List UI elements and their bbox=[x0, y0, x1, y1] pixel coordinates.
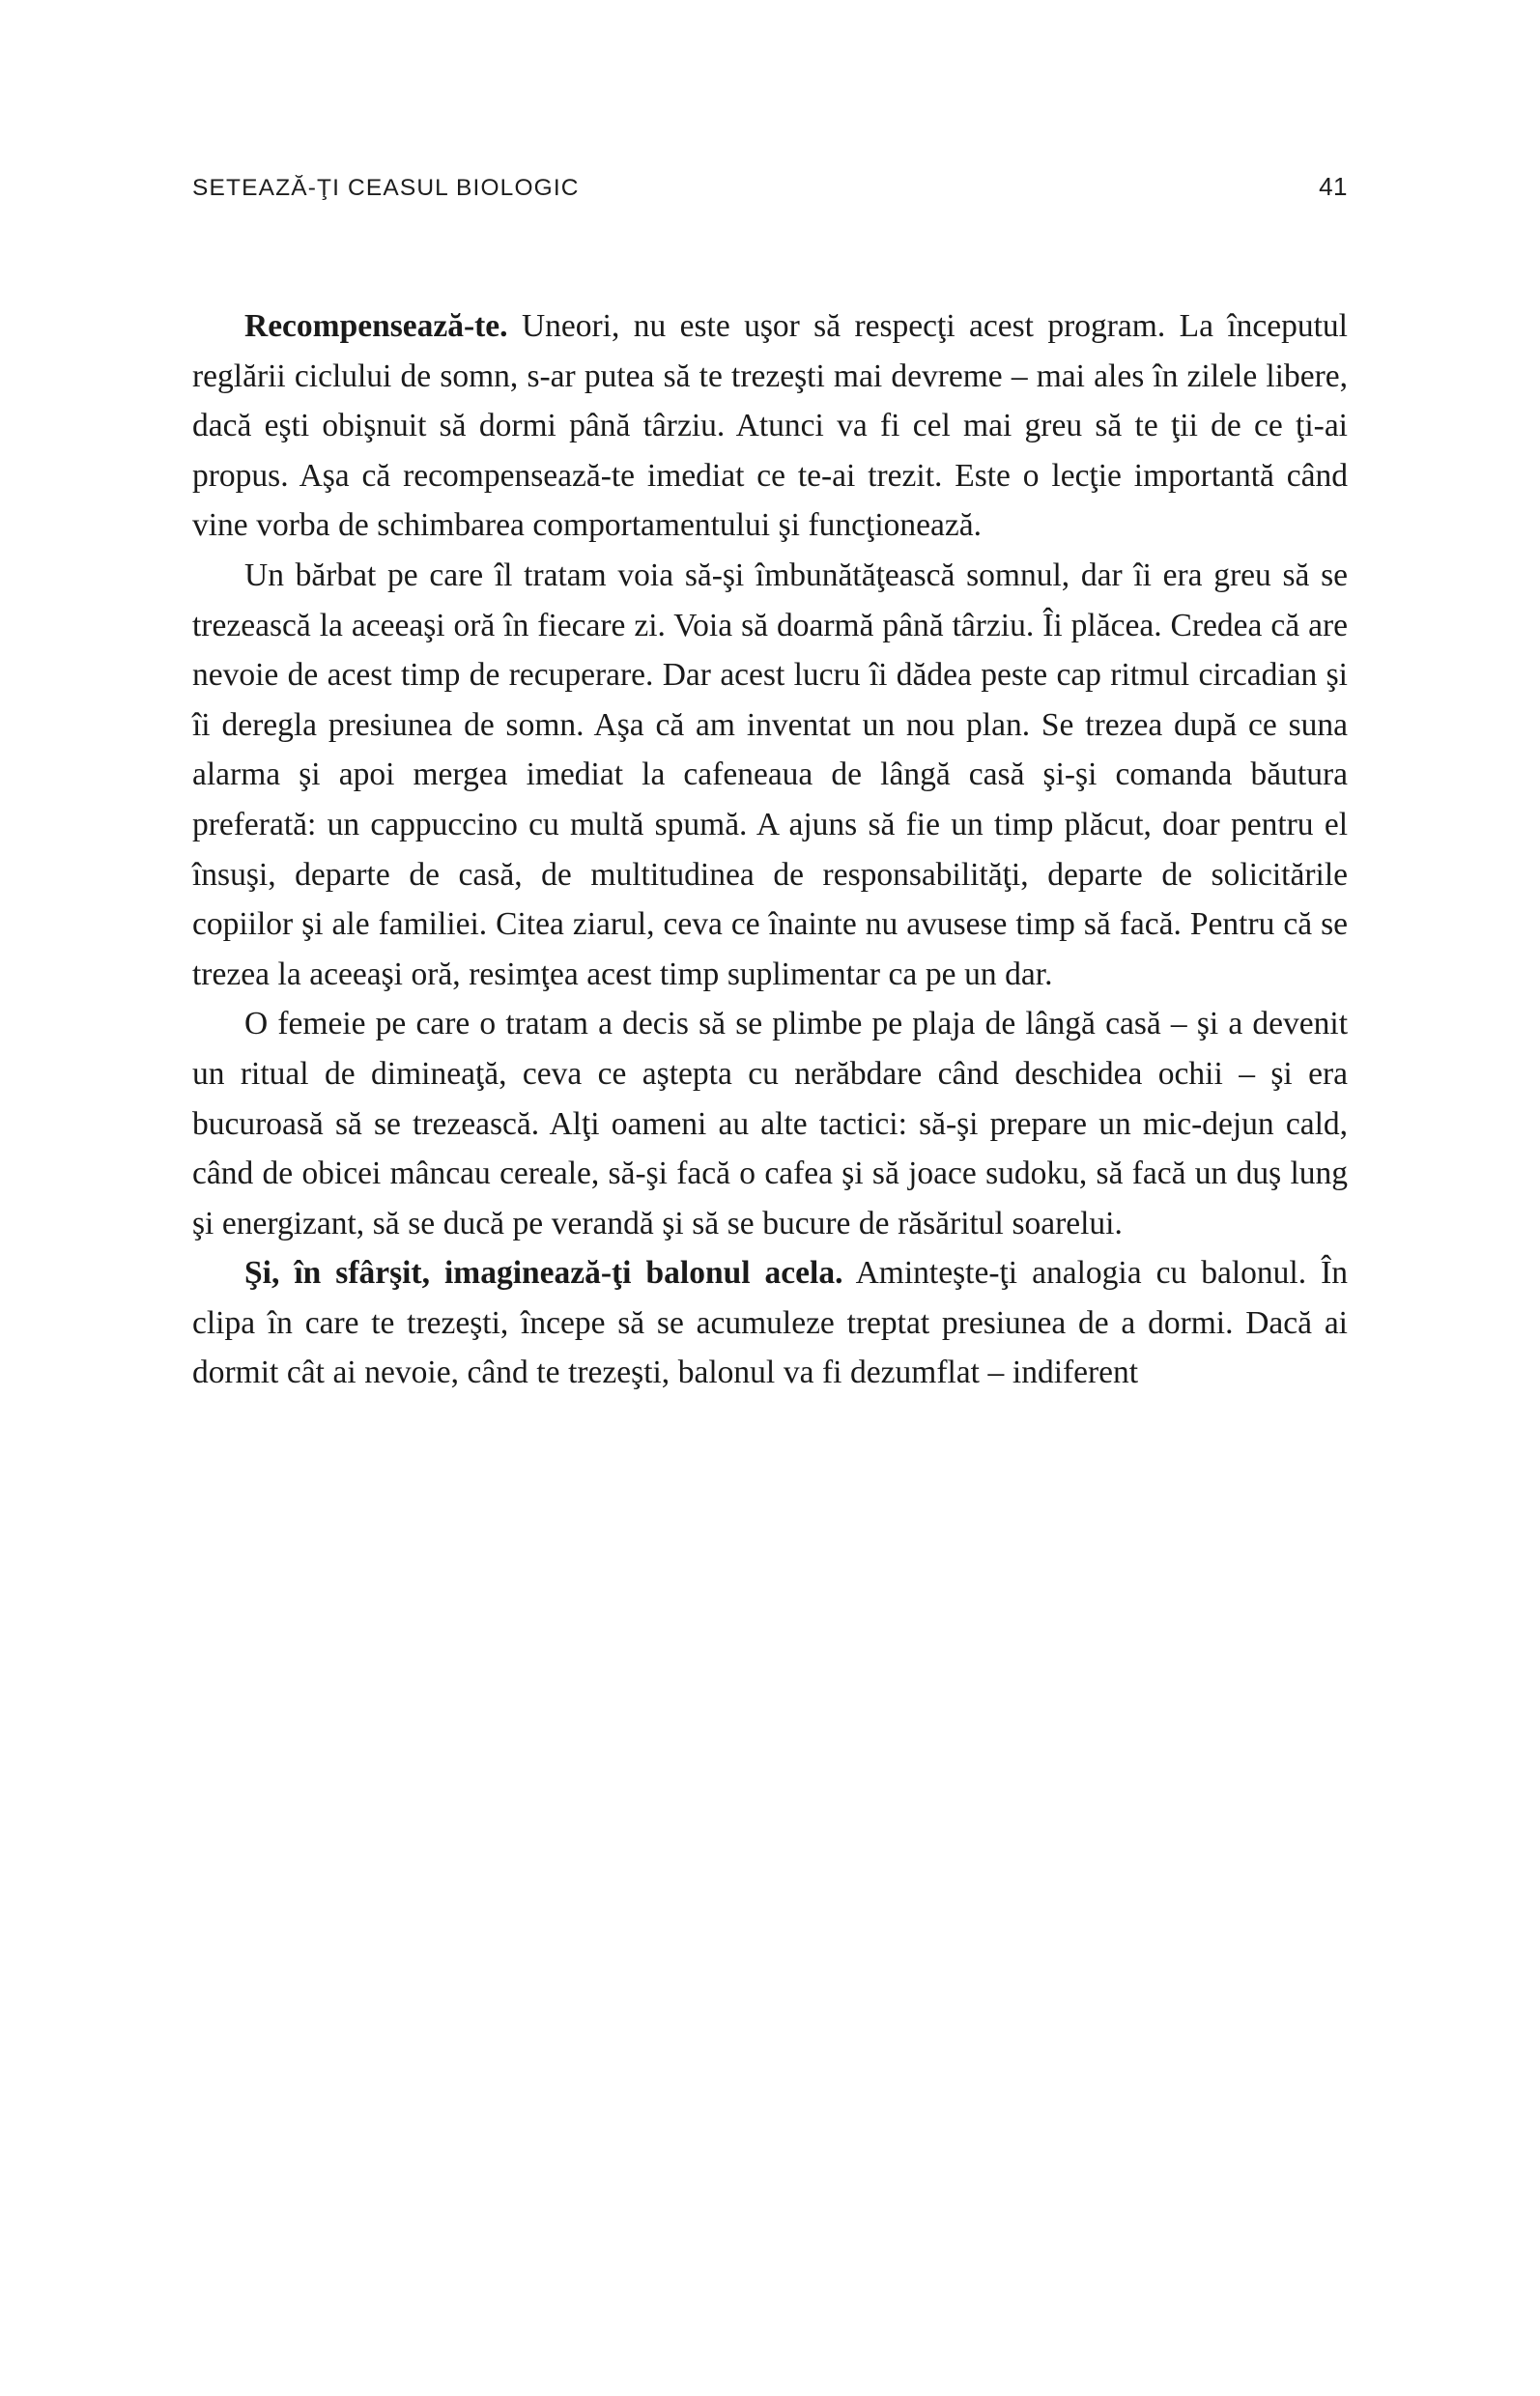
paragraph-text: Uneori, nu este uşor să respecţi acest program. La începutul reglării ciclului de somn, s-ar putea să te trezeşti mai devreme – mai ales în zilele libere, dacă eşti obişnuit să dormi până târziu. Atunci va fi cel mai greu să te ţii de ce ţi-ai propus. Aşa că recompensează-te imediat ce te-ai trezit. Este o lecţie importantă când vine vorba de schimbarea comportamentului şi funcţionează. bbox=[192, 308, 1348, 544]
paragraph-balloon bbox=[192, 1248, 1348, 1398]
paragraph-lead-in: Recompensează-te. bbox=[244, 308, 508, 344]
running-head bbox=[192, 172, 1348, 202]
paragraph-lead-in: Şi, în sfârşit, imaginează-ţi balonul acela. bbox=[244, 1255, 843, 1292]
paragraph-man-case bbox=[192, 551, 1348, 999]
running-head-title: SETEAZĂ-ŢI CEASUL BIOLOGIC bbox=[192, 175, 580, 201]
page-number: 41 bbox=[1319, 172, 1348, 201]
paragraph-text: Un bărbat pe care îl tratam voia să-şi îmbunătăţească somnul, dar îi era greu să se trezească la aceeaşi oră în fiecare zi. Voia să doarmă până târziu. Îi plăcea. Credea că are nevoie de acest timp de recuperare. Dar acest lucru îi dădea peste cap ritmul circadian şi îi deregla presiunea de somn. Aşa că am inventat un nou plan. Se trezea după ce suna alarma şi apoi mergea imediat la cafeneaua de lângă casă şi-şi comanda băutura preferată: un cappuccino cu multă spumă. A ajuns să fie un timp plăcut, doar pentru el însuşi, departe de casă, de multitudinea de responsabilităţi, departe de solicitările copiilor şi ale familiei. Citea ziarul, ceva ce înainte nu avusese timp să facă. Pentru că se trezea la aceeaşi oră, resimţea acest timp suplimentar ca pe un dar. bbox=[192, 556, 1348, 992]
paragraph-woman-case bbox=[192, 999, 1348, 1248]
paragraph-reward bbox=[192, 301, 1348, 551]
body-text-block bbox=[192, 301, 1348, 1398]
paragraph-text: Aminteşte-ţi analogia cu balonul. În clipa în care te trezeşti, începe să se acumuleze treptat presiunea de a dormi. Dacă ai dormit cât ai nevoie, când te trezeşti, balonul va fi dezumflat – indiferent bbox=[192, 1255, 1348, 1391]
paragraph-text: O femeie pe care o tratam a decis să se plimbe pe plaja de lângă casă – şi a devenit un ritual de dimineaţă, ceva ce aştepta cu nerăbdare când deschidea ochii – şi era bucuroasă să se trezească. Alţi oameni au alte tactici: să-şi prepare un mic-dejun cald, când de obicei mâncau cereale, să-şi facă o cafea şi să joace sudoku, să facă un duş lung şi energizant, să se ducă pe verandă şi să se bucure de răsăritul soarelui. bbox=[192, 1006, 1348, 1241]
